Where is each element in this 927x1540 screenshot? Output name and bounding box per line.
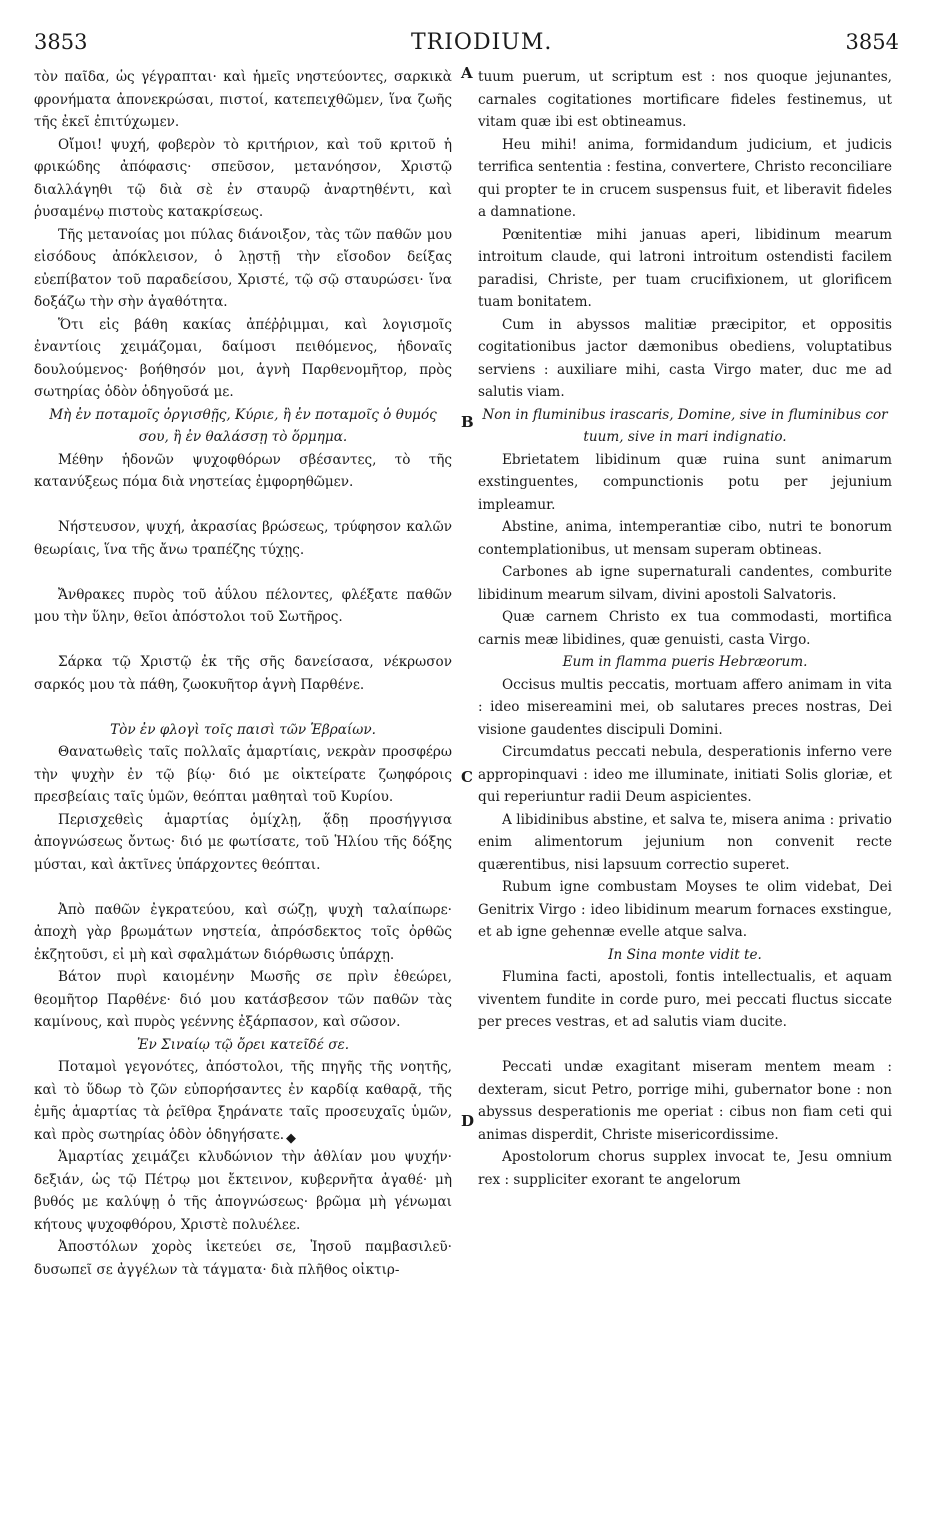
greek-paragraph: Νήστευσον, ψυχή, ἀκρασίας βρώσεως, τρύφησον καλῶν θεωρίαις, ἵνα τῆς ἄνω τραπέζης τύχῃς. [34,519,452,558]
latin-heading: Eum in flamma pueris Hebræorum. [562,654,808,670]
latin-heading: In Sina monte vidit te. [608,946,762,963]
section-marker-a: A [461,64,473,82]
section-marker-d: D [461,1112,475,1130]
greek-paragraph: Περισχεθεὶς ἁμαρτίας ὁμίχλῃ, ᾅδῃ προσήγγισα ἀπογνώσεως ὄντως· διό με φωτίσατε, τοῦ Ἡλίου τῆς δόξης μύσται, καὶ ἀκτῖνες ὑπάρχοντες θεόπται. [34,811,452,873]
page-number-left: 3853 [34,30,88,54]
latin-paragraph: Pœnitentiæ mihi januas aperi, libidinum mearum introitum claude, qui latroni introitum ostendisti facilem paradisi, Christe, per tuam crucifixionem, ut glorificem tuam bonitatem. [478,226,892,310]
latin-paragraph: Carbones ab igne supernaturali candentes, comburite libidinum mearum silvam, divini apostoli Salvatoris. [478,564,892,603]
greek-paragraph: Βάτον πυρὶ καιομένην Μωσῆς σε πρὶν ἐθεώρει, θεομῆτορ Παρθένε· διό μου κατάσβεσον τῶν παθῶν τὰς καμίνους, καὶ πυρὸς γεέννης ἐξάρπασον, καὶ σῶσον. [34,969,452,1030]
section-marker-c: C [461,768,473,786]
greek-paragraph: Ὅτι εἰς βάθη κακίας ἀπέῤῥιμμαι, καὶ λογισμοῖς ἐναντίοις χειμάζομαι, δαίμοσι πειθόμενος, ἡδοναῖς δουλούμενος· βοήθησόν μοι, ἁγνὴ Παρθενομῆτορ, πρὸς σωτηρίας ὁδὸν ὁδηγοῦσά με. [34,316,452,400]
running-title: TRIODIUM. [411,30,553,55]
latin-paragraph: Circumdatus peccati nebula, desperationis inferno vere appropinquavi : ideo me illuminate, initiati Solis gloriæ, et qui reperiuntur radii Deum aspicientes. [478,744,892,805]
greek-paragraph: Τῆς μετανοίας μοι πύλας διάνοιξον, τὰς τῶν παθῶν μου εἰσόδους ἀπόκλεισον, ὁ λῃστῇ τὴν εἴσοδον δείξας εὐεπίβατον τοῦ παραδείσου, Χριστέ, τῷ σῷ σταυρώσει· ἵνα δοξάζω τὴν σὴν ἀγαθότητα. [34,226,452,310]
greek-paragraph: Θανατωθεὶς ταῖς πολλαῖς ἁμαρτίαις, νεκρὰν προσφέρω τὴν ψυχὴν ἐν τῷ βίῳ· διό με οἰκτείρατε ζωηφόροις πρεσβείαις ταῖς ὑμῶν, θεόπται μαθηταὶ τοῦ Κυρίου. [34,744,452,805]
greek-paragraph: Σάρκα τῷ Χριστῷ ἐκ τῆς σῆς δανείσασα, νέκρωσον σαρκός μου τὰ πάθη, ζωοκυῆτορ ἁγνὴ Παρθένε. [34,654,452,693]
diamond-ornament-icon: ◆ [286,1131,296,1146]
greek-paragraph: Ἀπὸ παθῶν ἐγκρατεύου, καὶ σώζῃ, ψυχὴ ταλαίπωρε· ἀποχὴ γὰρ βρωμάτων νηστεία, ἀπρόσδεκτος τοῖς ὀρθῶς ἐκζητοῦσι, εἰ μὴ καὶ σφαλμάτων διόρθωσις ὑπάρχῃ. [34,901,452,963]
greek-paragraph: Μέθην ἡδονῶν ψυχοφθόρων σβέσαντες, τὸ τῆς κατανύξεως πόμα διὰ νηστείας ἐμφορηθῶμεν. [34,451,452,490]
greek-column [34,66,452,1281]
greek-paragraph: Ποταμοὶ γεγονότες, ἀπόστολοι, τῆς πηγῆς τῆς νοητῆς, καὶ τὸ ὕδωρ τὸ ζῶν εὐπορήσαντες ἐν καρδίᾳ καθαρᾷ, τῆς ἐμῆς ἁμαρτίας τὰ ῥεῖθρα ξηράνατε ταῖς προσευχαῖς ὑμῶν, καὶ πρὸς σωτηρίας ὁδὸν ὁδηγήσατε. [34,1059,452,1143]
latin-paragraph: Cum in abyssos malitiæ præcipitor, et oppositis cogitationibus jactor dæmonibus obediens, voluptatibus serviens : auxiliare mihi, casta Virgo mater, duc me ad salutis viam. [478,316,892,400]
greek-paragraph: Οἴμοι! ψυχή, φοβερὸν τὸ κριτήριον, καὶ τοῦ κριτοῦ ἡ φρικώδης ἀπόφασις· σπεῦσον, μετανόησον, Χριστῷ διαλλάγηθι τῷ διὰ σὲ ἐν σταυρῷ ἀναρτηθέντι, καὶ ῥυσαμένῳ πιστοὺς κατακρίσεως. [34,136,452,220]
greek-heading: Ἐν Σιναίῳ τῷ ὄρει κατεῖδέ σε. [136,1036,350,1053]
latin-paragraph: Rubum igne combustam Moyses te olim videbat, Dei Genitrix Virgo : ideo libidinum mearum fornaces exstingue, et ab igne gehennæ evelle atque salva. [478,879,892,940]
latin-paragraph: Ebrietatem libidinum quæ ruina sunt animarum exstinguentes, compunctionis potu per jejunium impleamur. [478,451,892,513]
latin-paragraph: Abstine, anima, intemperantiæ cibo, nutri te bonorum contemplationibus, ut mensam superam obtineas. [478,519,892,558]
greek-paragraph: Ἀποστόλων χορὸς ἱκετεύει σε, Ἰησοῦ παμβασιλεῦ· δυσωπεῖ σε ἀγγέλων τὰ τάγματα· διὰ πλῆθος οἰκτιρ- [34,1239,452,1278]
greek-heading: Τὸν ἐν φλογὶ τοῖς παισὶ τῶν Ἑβραίων. [110,721,376,738]
greek-heading: Μὴ ἐν ποταμοῖς ὀργισθῇς, Κύριε, ἢ ἐν ποταμοῖς ὁ θυμός σου, ἢ ἐν θαλάσσῃ τὸ ὅρμημα. [49,406,437,445]
latin-paragraph: Apostolorum chorus supplex invocat te, Jesu omnium rex : suppliciter exorant te angelorum [478,1149,892,1188]
latin-paragraph: tuum puerum, ut scriptum est : nos quoque jejunantes, carnales cogitationes mortificare fideles festinemus, ut vitam quæ ibi est obtineamus. [478,69,892,130]
page-header [0,30,927,58]
greek-paragraph: Ἁμαρτίας χειμάζει κλυδώνιον τὴν ἀθλίαν μου ψυχήν· δεξιάν, ὡς τῷ Πέτρῳ μοι ἔκτεινον, κυβερνῆτα ἀγαθέ· μὴ βυθός με καλύψῃ ὁ τῆς ἀπογνώσεως· βρῶμα μὴ γένωμαι κήτους ψυχοφθόρου, Χριστὲ πολυέλεε. [34,1149,452,1233]
greek-paragraph: Ἄνθρακες πυρὸς τοῦ ἀΰλου πέλοντες, φλέξατε παθῶν μου τὴν ὕλην, θεῖοι ἀπόστολοι τοῦ Σωτῆρος. [34,586,452,625]
latin-heading: Non in fluminibus irascaris, Domine, sive in fluminibus cor tuum, sive in mari indignatio. [482,406,888,445]
latin-paragraph: Heu mihi! anima, formidandum judicium, et judicis terrifica sententia : festina, convertere, Christo reconciliare qui propter te in crucem suspensus fuit, et liberavit fideles a damnatione. [478,136,892,220]
latin-paragraph: Occisus multis peccatis, mortuam affero animam in vita : ideo misereamini mei, ob salutares preces nostras, Dei visione gaudentes discipuli Domini. [478,676,892,738]
latin-paragraph: Quæ carnem Christo ex tua commodasti, mortifica carnis meæ libidines, quæ genuisti, casta Virgo. [478,609,892,648]
section-marker-b: B [461,413,474,431]
latin-paragraph: Peccati undæ exagitant miseram mentem meam : dexteram, sicut Petro, porrige mihi, gubernator bone : non abyssus desperationis me operiat : cibus non fiam ceti qui animas disperdit, Christe misericordissime. [478,1059,892,1143]
greek-paragraph: τὸν παῖδα, ὡς γέγραπται· καὶ ἡμεῖς νηστεύοντες, σαρκικὰ φρονήματα ἀπονεκρώσαι, πιστοί, κατεπειχθῶμεν, ἵνα ζωῆς τῆς ἐκεῖ ἐπιτύχωμεν. [34,69,452,130]
latin-paragraph: Flumina facti, apostoli, fontis intellectualis, et aquam viventem fundite in corde puro, mei peccati fluctus siccate per preces vestras, et ad salutis viam ducite. [478,969,892,1030]
latin-column [478,66,892,1191]
latin-paragraph: A libidinibus abstine, et salva te, misera anima : privatio enim alimentorum jejunium non convenit recte quærentibus, nisi lapsuum correctio superet. [478,811,892,873]
page-number-right: 3854 [845,30,899,54]
